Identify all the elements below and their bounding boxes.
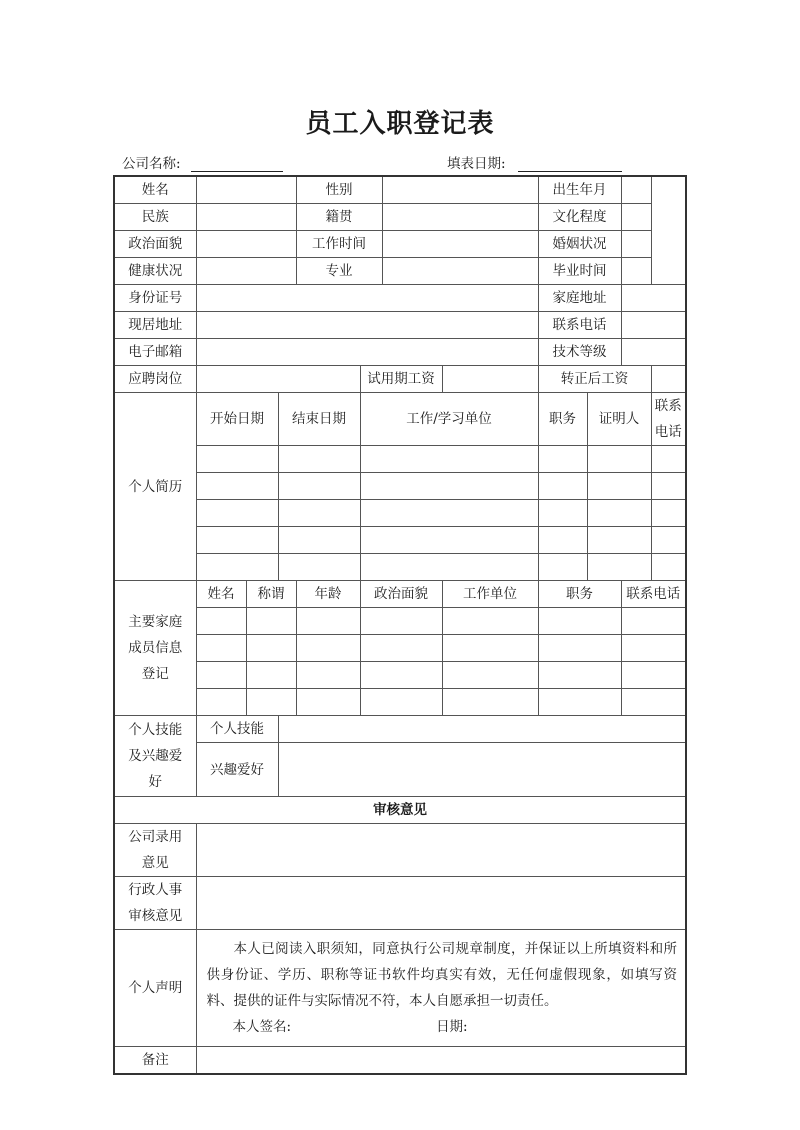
resume-cell[interactable] <box>360 500 538 527</box>
hr-opinion-row <box>114 877 686 930</box>
family-label-line: 主要家庭 <box>128 614 183 630</box>
resume-cell[interactable] <box>278 473 360 500</box>
skills-label <box>114 716 196 797</box>
company-name-blank[interactable] <box>191 156 283 172</box>
hobbies-input[interactable] <box>278 743 686 797</box>
family-cell[interactable] <box>196 635 246 662</box>
ethnicity-label: 民族 <box>114 204 196 231</box>
declaration-label: 个人声明 <box>114 930 196 1047</box>
basic-row-1 <box>114 176 686 204</box>
company-opinion-row <box>114 824 686 877</box>
probation-salary-input[interactable] <box>442 366 538 393</box>
family-cell[interactable] <box>538 608 621 635</box>
resume-cell[interactable] <box>360 554 538 581</box>
review-header: 审核意见 <box>114 797 686 824</box>
family-cell[interactable] <box>246 635 296 662</box>
family-cell[interactable] <box>246 608 296 635</box>
native-place-label: 籍贯 <box>296 204 382 231</box>
hobbies-sub-label: 兴趣爱好 <box>196 743 278 797</box>
home-address-input[interactable] <box>621 285 686 312</box>
native-place-input[interactable] <box>382 204 538 231</box>
resume-header-row <box>114 393 686 446</box>
skills-row <box>114 716 686 743</box>
birth-input[interactable] <box>621 176 651 204</box>
family-cell[interactable] <box>196 608 246 635</box>
current-address-input[interactable] <box>196 312 538 339</box>
birth-label: 出生年月 <box>538 176 621 204</box>
education-label: 文化程度 <box>538 204 621 231</box>
work-time-label: 工作时间 <box>296 231 382 258</box>
resume-cell[interactable] <box>651 446 686 473</box>
resume-cell[interactable] <box>360 446 538 473</box>
resume-col-end: 结束日期 <box>278 393 360 446</box>
family-cell[interactable] <box>442 608 538 635</box>
gender-label: 性别 <box>296 176 382 204</box>
company-name-field <box>122 152 283 172</box>
company-name-label: 公司名称: <box>122 156 181 172</box>
company-opinion-label-line: 意见 <box>141 855 169 871</box>
family-cell[interactable] <box>296 635 360 662</box>
graduation-label: 毕业时间 <box>538 258 621 285</box>
family-label-line: 登记 <box>141 666 169 682</box>
declaration-sign-line <box>207 1014 678 1040</box>
review-header-row <box>114 797 686 824</box>
resume-cell[interactable] <box>651 500 686 527</box>
probation-salary-label: 试用期工资 <box>360 366 442 393</box>
resume-cell[interactable] <box>538 554 587 581</box>
regular-salary-input[interactable] <box>651 366 686 393</box>
skills-input[interactable] <box>278 716 686 743</box>
resume-row <box>114 446 686 473</box>
hr-opinion-label-line: 审核意见 <box>128 908 183 924</box>
political-input[interactable] <box>196 231 296 258</box>
family-col-name: 姓名 <box>196 581 246 608</box>
resume-cell[interactable] <box>651 473 686 500</box>
resume-cell[interactable] <box>587 473 651 500</box>
phone-input[interactable] <box>621 312 686 339</box>
company-opinion-input[interactable] <box>196 824 686 877</box>
basic-row-4 <box>114 258 686 285</box>
form-title: 员工入职登记表 <box>305 109 495 139</box>
resume-cell[interactable] <box>538 527 587 554</box>
family-col-phone: 联系电话 <box>621 581 686 608</box>
health-label: 健康状况 <box>114 258 196 285</box>
family-cell[interactable] <box>196 662 246 689</box>
family-header-row <box>114 581 686 608</box>
resume-col-start: 开始日期 <box>196 393 278 446</box>
phone-label: 联系电话 <box>538 312 621 339</box>
family-cell[interactable] <box>296 608 360 635</box>
family-cell[interactable] <box>246 689 296 716</box>
family-cell[interactable] <box>296 662 360 689</box>
resume-row <box>114 500 686 527</box>
regular-salary-label: 转正后工资 <box>538 366 651 393</box>
family-col-age: 年龄 <box>296 581 360 608</box>
family-cell[interactable] <box>538 635 621 662</box>
family-row <box>114 608 686 635</box>
family-cell[interactable] <box>621 689 686 716</box>
resume-cell[interactable] <box>278 446 360 473</box>
family-col-unit: 工作单位 <box>442 581 538 608</box>
resume-cell[interactable] <box>651 554 686 581</box>
major-label: 专业 <box>296 258 382 285</box>
education-input[interactable] <box>621 204 651 231</box>
family-row <box>114 662 686 689</box>
resume-cell[interactable] <box>587 554 651 581</box>
company-opinion-label <box>114 824 196 877</box>
home-address-label: 家庭地址 <box>538 285 621 312</box>
remarks-label: 备注 <box>114 1047 196 1075</box>
email-label: 电子邮箱 <box>114 339 196 366</box>
resume-cell[interactable] <box>196 473 278 500</box>
resume-row <box>114 473 686 500</box>
family-cell[interactable] <box>360 689 442 716</box>
family-label <box>114 581 196 716</box>
registration-form-table <box>113 175 687 1075</box>
political-label: 政治面貌 <box>114 231 196 258</box>
ethnicity-input[interactable] <box>196 204 296 231</box>
family-cell[interactable] <box>538 689 621 716</box>
id-row <box>114 285 686 312</box>
resume-cell[interactable] <box>538 446 587 473</box>
family-cell[interactable] <box>296 689 360 716</box>
family-cell[interactable] <box>442 689 538 716</box>
work-time-input[interactable] <box>382 231 538 258</box>
family-cell[interactable] <box>360 608 442 635</box>
declaration-row <box>114 930 686 1047</box>
tech-level-label: 技术等级 <box>538 339 621 366</box>
name-label: 姓名 <box>114 176 196 204</box>
remarks-input[interactable] <box>196 1047 686 1075</box>
family-label-line: 成员信息 <box>128 640 183 656</box>
fill-date-label: 填表日期: <box>447 156 506 172</box>
skills-label-line: 好 <box>148 774 162 790</box>
family-cell[interactable] <box>196 689 246 716</box>
resume-cell[interactable] <box>587 527 651 554</box>
resume-label: 个人简历 <box>114 393 196 581</box>
resume-cell[interactable] <box>360 473 538 500</box>
id-number-label: 身份证号 <box>114 285 196 312</box>
basic-row-3 <box>114 231 686 258</box>
family-cell[interactable] <box>621 635 686 662</box>
company-opinion-label-line: 公司录用 <box>128 829 183 845</box>
family-row <box>114 635 686 662</box>
declaration-date-label: 日期: <box>436 1019 468 1035</box>
resume-row <box>114 527 686 554</box>
resume-cell[interactable] <box>538 500 587 527</box>
resume-cell[interactable] <box>651 527 686 554</box>
hr-opinion-label <box>114 877 196 930</box>
resume-col-phone: 联系电话 <box>651 393 686 446</box>
id-number-input[interactable] <box>196 285 538 312</box>
hr-opinion-input[interactable] <box>196 877 686 930</box>
resume-cell[interactable] <box>196 500 278 527</box>
current-address-label: 现居地址 <box>114 312 196 339</box>
fill-date-field <box>447 152 622 172</box>
hobbies-row <box>114 743 686 797</box>
fill-date-blank[interactable] <box>518 156 622 172</box>
resume-row <box>114 554 686 581</box>
family-col-title: 职务 <box>538 581 621 608</box>
skills-label-line: 及兴趣爱 <box>128 748 183 764</box>
resume-cell[interactable] <box>278 500 360 527</box>
tech-level-input[interactable] <box>621 339 686 366</box>
family-cell[interactable] <box>621 662 686 689</box>
position-row <box>114 366 686 393</box>
resume-cell[interactable] <box>196 527 278 554</box>
resume-cell[interactable] <box>587 500 651 527</box>
family-cell[interactable] <box>246 662 296 689</box>
resume-cell[interactable] <box>278 527 360 554</box>
address-row <box>114 312 686 339</box>
family-cell[interactable] <box>538 662 621 689</box>
declaration-body <box>196 930 686 1047</box>
resume-cell[interactable] <box>196 554 278 581</box>
marital-input[interactable] <box>621 231 651 258</box>
marital-label: 婚姻状况 <box>538 231 621 258</box>
resume-cell[interactable] <box>538 473 587 500</box>
family-col-political: 政治面貌 <box>360 581 442 608</box>
name-input[interactable] <box>196 176 296 204</box>
family-col-relation: 称谓 <box>246 581 296 608</box>
photo-box[interactable] <box>651 176 686 285</box>
resume-cell[interactable] <box>587 446 651 473</box>
major-input[interactable] <box>382 258 538 285</box>
email-row <box>114 339 686 366</box>
graduation-input[interactable] <box>621 258 651 285</box>
health-input[interactable] <box>196 258 296 285</box>
family-cell[interactable] <box>621 608 686 635</box>
resume-col-witness: 证明人 <box>587 393 651 446</box>
resume-cell[interactable] <box>196 446 278 473</box>
resume-cell[interactable] <box>278 554 360 581</box>
email-input[interactable] <box>196 339 538 366</box>
resume-cell[interactable] <box>360 527 538 554</box>
family-row <box>114 689 686 716</box>
family-cell[interactable] <box>442 662 538 689</box>
position-label: 应聘岗位 <box>114 366 196 393</box>
resume-col-unit: 工作/学习单位 <box>360 393 538 446</box>
skills-sub-label: 个人技能 <box>196 716 278 743</box>
gender-input[interactable] <box>382 176 538 204</box>
hr-opinion-label-line: 行政人事 <box>128 882 183 898</box>
skills-label-line: 个人技能 <box>128 722 183 738</box>
family-cell[interactable] <box>360 635 442 662</box>
declaration-text: 本人已阅读入职须知，同意执行公司规章制度，并保证以上所填资料和所供身份证、学历、职称等证书软件均真实有效，无任何虚假现象，如填写资料、提供的证件与实际情况不符，本人自愿承担一切责任。 <box>206 941 678 1009</box>
remarks-row <box>114 1047 686 1075</box>
basic-row-2 <box>114 204 686 231</box>
signature-label: 本人签名: <box>232 1019 292 1035</box>
family-cell[interactable] <box>360 662 442 689</box>
family-cell[interactable] <box>442 635 538 662</box>
position-input[interactable] <box>196 366 360 393</box>
resume-col-title: 职务 <box>538 393 587 446</box>
